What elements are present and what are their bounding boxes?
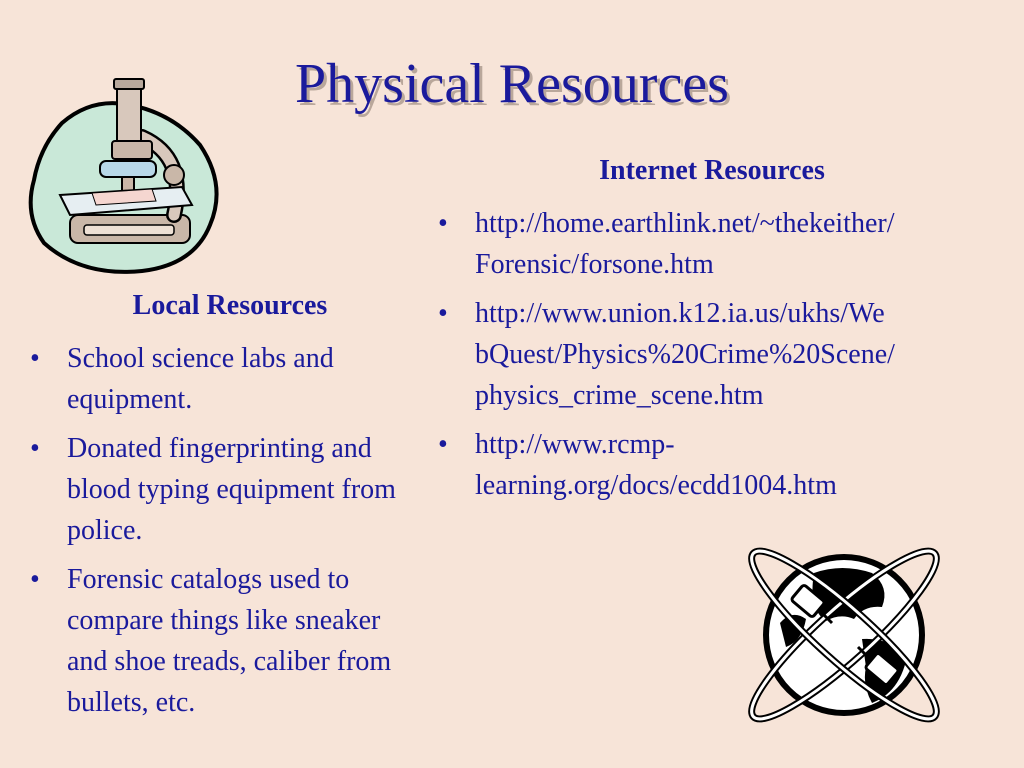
local-resources-heading: Local Resources (132, 290, 328, 321)
list-item: • Donated fingerprinting and blood typing equipment from police. (30, 428, 422, 551)
slide-title: Physical Resources (295, 53, 729, 115)
list-item: • Forensic catalogs used to compare things like sneaker and shoe treads, caliber from bullets, etc. (30, 559, 422, 723)
internet-resources-list (438, 203, 1010, 514)
list-item: • http://www.union.k12.ia.us/ukhs/We bQuest/Physics%20Crime%20Scene/ physics_crime_scene.htm (438, 293, 1010, 416)
list-item: • School science labs and equipment. (30, 338, 422, 420)
globe-icon (722, 543, 967, 728)
microscope-icon (22, 75, 227, 275)
list-item: • http://www.rcmp-learning.org/docs/ecdd1004.htm (438, 424, 1010, 506)
internet-resources-heading: Internet Resources (599, 155, 825, 186)
local-resources-list (30, 338, 422, 731)
list-item: • http://home.earthlink.net/~thekeither/ Forensic/forsone.htm (438, 203, 1010, 285)
